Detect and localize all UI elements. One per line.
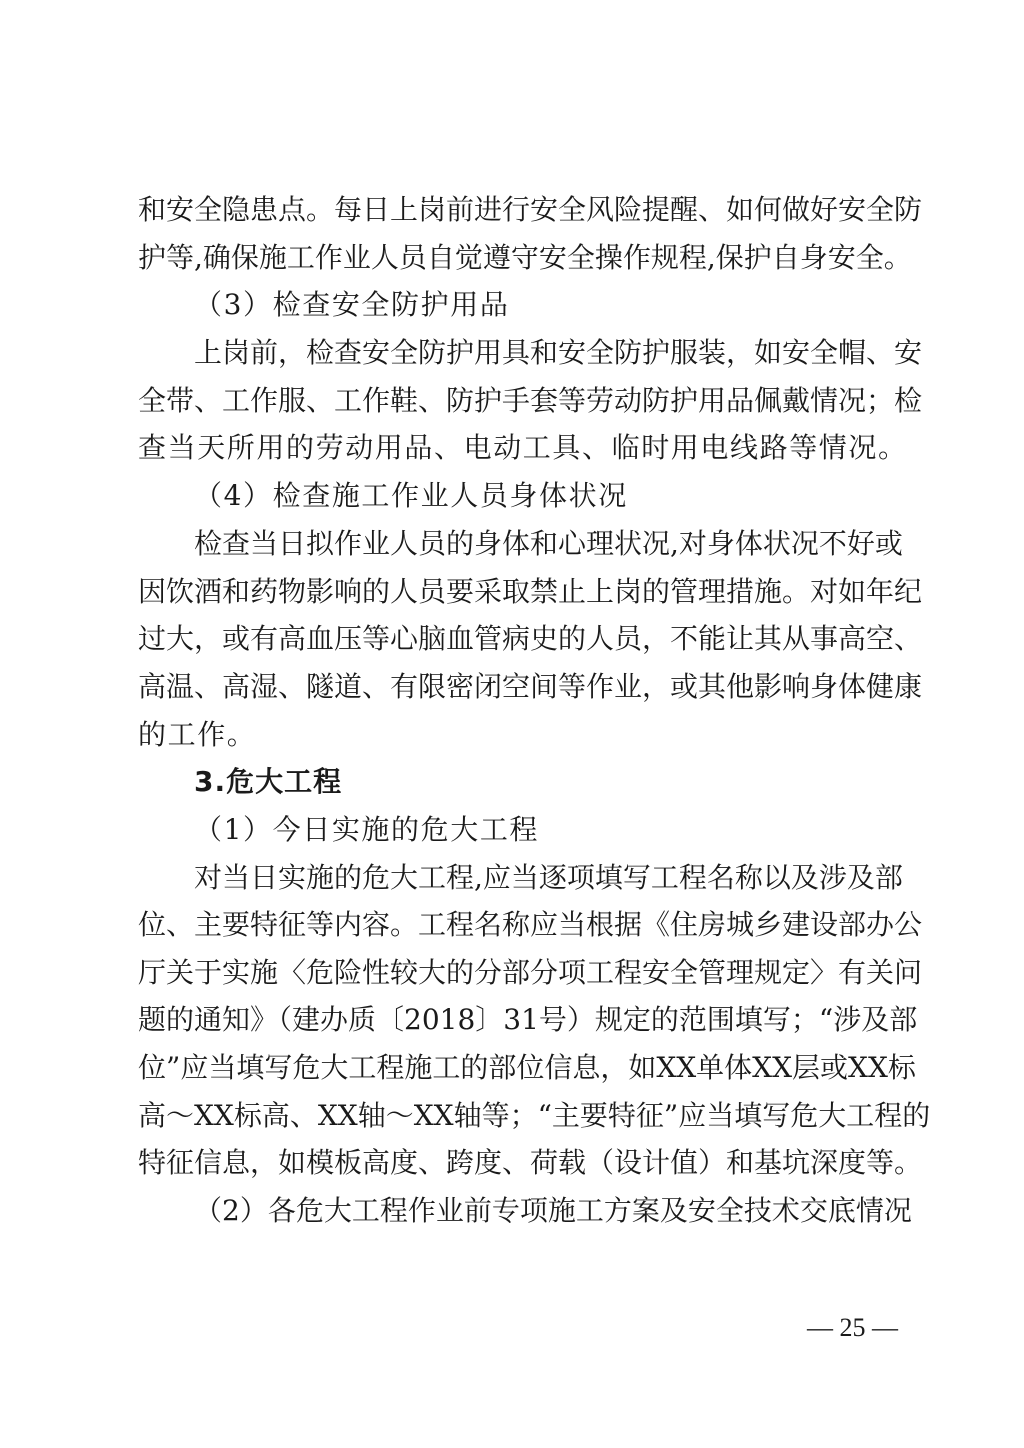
paragraph-line: 和安全隐患点。每日上岗前进行安全风险提醒、如何做好安全防 — [138, 193, 923, 226]
paragraph-line: 检查当日拟作业人员的身体和心理状况,对身体状况不好或 — [194, 527, 903, 560]
paragraph-line: 护等,确保施工作业人员自觉遵守安全操作规程,保护自身安全。 — [138, 241, 912, 274]
paragraph-line: 特征信息，如模板高度、跨度、荷载（设计值）和基坑深度等。 — [138, 1146, 923, 1179]
paragraph-line: 因饮酒和药物影响的人员要采取禁止上岗的管理措施。对如年纪 — [138, 575, 923, 608]
paragraph-line: 位”应当填写危大工程施工的部位信息，如XX单体XX层或XX标 — [138, 1051, 916, 1084]
section-heading: 3.危大工程 — [194, 765, 343, 798]
paragraph-line: 过大，或有高血压等心脑血管病史的人员，不能让其从事高空、 — [138, 622, 923, 655]
paragraph-line: 的工作。 — [138, 718, 257, 751]
paragraph-line: 查当天所用的劳动用品、电动工具、临时用电线路等情况。 — [138, 431, 908, 464]
paragraph-line: 题的通知》（建办质〔2018〕31号）规定的范围填写；“涉及部 — [138, 1003, 918, 1036]
subheading-special-plans: （2）各危大工程作业前专项施工方案及安全技术交底情况 — [194, 1194, 912, 1227]
paragraph-line: 上岗前，检查安全防护用具和安全防护服装，如安全帽、安 — [194, 336, 923, 369]
subheading-todays-projects: （1）今日实施的危大工程 — [194, 813, 540, 846]
paragraph-line: 对当日实施的危大工程,应当逐项填写工程名称以及涉及部 — [194, 861, 903, 894]
page-number: — 25 — — [807, 1313, 898, 1342]
paragraph-line: 厅关于实施〈危险性较大的分部分项工程安全管理规定〉有关问 — [138, 956, 923, 989]
subheading-worker-health: （4）检查施工作业人员身体状况 — [194, 479, 628, 512]
paragraph-line: 高～XX标高、XX轴～XX轴等；“主要特征”应当填写危大工程的 — [138, 1099, 931, 1132]
paragraph-line: 高温、高湿、隧道、有限密闭空间等作业，或其他影响身体健康 — [138, 670, 923, 703]
paragraph-line: 位、主要特征等内容。工程名称应当根据《住房城乡建设部办公 — [138, 908, 923, 941]
paragraph-line: 全带、工作服、工作鞋、防护手套等劳动防护用品佩戴情况；检 — [138, 384, 923, 417]
subheading-protective-equipment: （3）检查安全防护用品 — [194, 288, 510, 321]
